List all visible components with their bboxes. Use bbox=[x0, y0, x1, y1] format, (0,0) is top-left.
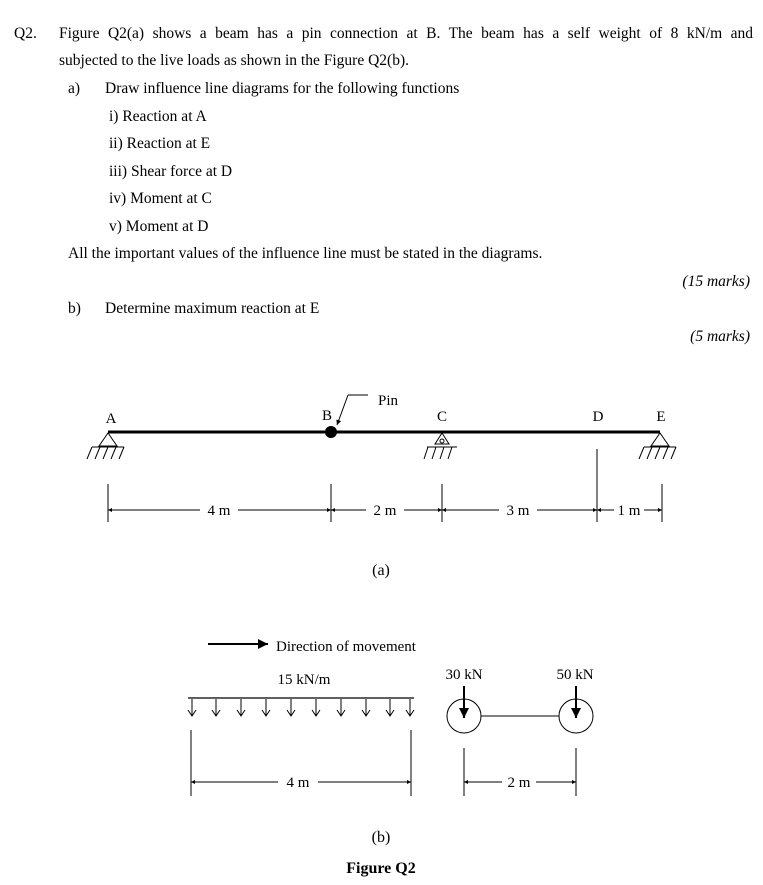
part-a-item-2: ii) Reaction at E bbox=[109, 135, 211, 152]
load-2-label: 50 kN bbox=[556, 667, 594, 683]
load-spacing-label: 2 m bbox=[507, 775, 531, 791]
part-a-item-5: v) Moment at D bbox=[109, 218, 209, 235]
span-de-label: 1 m bbox=[617, 503, 641, 519]
pin-label: Pin bbox=[377, 393, 399, 409]
part-a-item-1: i) Reaction at A bbox=[109, 108, 207, 125]
part-a-note: All the important values of the influence line must be stated in the diagrams. bbox=[68, 245, 543, 262]
load-1-label: 30 kN bbox=[445, 667, 483, 683]
question-line-1: Figure Q2(a) shows a beam has a pin connection at B. The beam has a self weight of 8 kN/m and bbox=[59, 25, 753, 42]
part-b-text: Determine maximum reaction at E bbox=[105, 300, 320, 317]
support-a-pin bbox=[87, 433, 124, 459]
question-line-2: subjected to the live loads as shown in the Figure Q2(b). bbox=[59, 52, 409, 69]
beam-figure-a bbox=[87, 393, 676, 579]
span-bc-label: 2 m bbox=[373, 503, 397, 519]
udl-length-label: 4 m bbox=[286, 775, 310, 791]
part-a-marks: (15 marks) bbox=[682, 273, 750, 290]
direction-label: Direction of movement bbox=[276, 639, 416, 655]
support-c-roller bbox=[424, 433, 457, 459]
part-a-label: a) bbox=[68, 80, 81, 97]
pin-leader-arrow bbox=[337, 395, 348, 425]
span-ab-label: 4 m bbox=[207, 503, 231, 519]
question-number: Q2. bbox=[14, 25, 37, 42]
span-cd-label: 3 m bbox=[506, 503, 530, 519]
udl-arrows bbox=[188, 699, 414, 716]
point-e-label: E bbox=[656, 409, 666, 425]
point-a-label: A bbox=[105, 411, 117, 427]
figure-title: Figure Q2 bbox=[346, 860, 416, 877]
part-a-item-4: iv) Moment at C bbox=[109, 190, 212, 207]
part-b-marks: (5 marks) bbox=[690, 328, 750, 345]
load-figure-b bbox=[188, 639, 594, 846]
point-b-label: B bbox=[321, 408, 333, 424]
part-a-item-3: iii) Shear force at D bbox=[109, 163, 233, 180]
point-c-label: C bbox=[436, 409, 448, 425]
caption-b: (b) bbox=[371, 829, 391, 846]
part-b-label: b) bbox=[68, 300, 81, 317]
support-e-pin bbox=[639, 433, 676, 459]
pin-b-hinge bbox=[325, 426, 337, 438]
caption-a: (a) bbox=[372, 562, 390, 579]
udl-label: 15 kN/m bbox=[277, 672, 331, 688]
part-a-text: Draw influence line diagrams for the following functions bbox=[105, 80, 460, 97]
point-d-label: D bbox=[592, 409, 604, 425]
